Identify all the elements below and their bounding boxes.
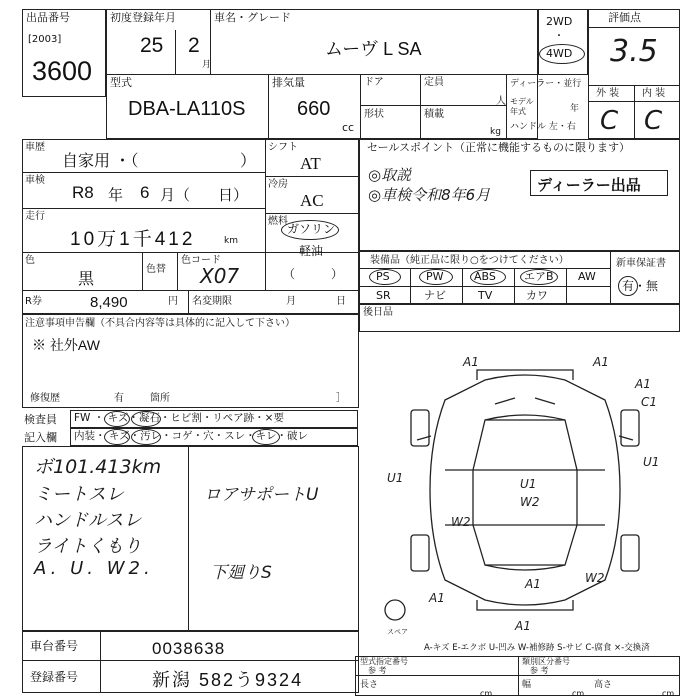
- dealer-line1: ディーラー・並行: [510, 79, 582, 89]
- cert-label1: 型式指定番号: [360, 657, 408, 666]
- mileage-unit: km: [224, 236, 238, 246]
- mark-rear-a1-1: A1: [525, 577, 541, 591]
- inspection-era: R8: [72, 183, 94, 202]
- repair-bracket: ］: [336, 393, 346, 404]
- recycle-value: 8,490: [90, 294, 128, 311]
- equip-sr: SR: [376, 289, 391, 302]
- equip-leather: カワ: [526, 289, 548, 302]
- title-deadline-day: 日: [336, 296, 346, 307]
- drive-4wd: 4WD: [546, 47, 573, 60]
- history-label: 車歴: [25, 142, 45, 153]
- reg-no-value: 新潟 582う9324: [152, 670, 304, 690]
- dealer-line3: 年式: [510, 107, 526, 116]
- displacement-unit: cc: [342, 121, 355, 134]
- equip-ps-circle: [369, 269, 401, 285]
- model-name-label: 車名・グレード: [214, 11, 291, 24]
- inspection-year-unit: 年: [108, 187, 124, 204]
- color-value: 黒: [78, 271, 95, 288]
- fuel-diesel: 軽油: [299, 244, 324, 258]
- lot-number: 3600: [32, 56, 93, 86]
- inspection-label: 車検: [25, 175, 45, 186]
- notes-value: ※ 社外AW: [32, 337, 100, 353]
- model-name-value: ムーヴ L SA: [325, 39, 422, 59]
- cert-length: 長さ: [360, 680, 379, 690]
- equip-abs: ABS: [474, 270, 496, 283]
- history-value: 自家用 ・（: [62, 153, 139, 170]
- remark-left-3: ハンドルスレ: [34, 510, 142, 531]
- recycle-unit: 円: [168, 296, 178, 307]
- inspection-day-unit: 日）: [218, 187, 249, 204]
- dealer-line4: ハンドル 左・右: [510, 122, 576, 132]
- ac-label: 冷房: [268, 179, 288, 190]
- fuel-gasoline: ガソリン: [287, 222, 336, 236]
- cert-width-unit: cm: [572, 689, 585, 698]
- drive-dot: ・: [554, 31, 564, 42]
- remark-left-5: A. U. W2.: [34, 558, 154, 579]
- inspection-month: 6: [140, 183, 150, 202]
- cert-ref1: 参 考: [368, 666, 387, 675]
- cert-label2: 類別区分番号: [522, 657, 570, 666]
- inspection-month-unit: 月（: [160, 187, 191, 204]
- cert-height-unit: cm: [662, 689, 675, 698]
- color-code-value: X07: [200, 264, 240, 288]
- displacement-value: 660: [297, 98, 331, 120]
- dealer-line3-unit: 年: [570, 104, 580, 114]
- dealer-line2: モデル: [510, 97, 534, 106]
- mark-front-left: A1: [463, 355, 479, 369]
- warranty-circle: [618, 276, 638, 296]
- displacement-label: 排気量: [272, 76, 305, 89]
- repair-label: 修復歴: [30, 393, 60, 404]
- car-no-label: 車台番号: [30, 639, 79, 653]
- mark-roof-w2: W2: [520, 495, 540, 509]
- warranty-value: 有・無: [622, 279, 659, 293]
- shift-label: シフト: [268, 142, 298, 153]
- recycle-label: R券: [25, 296, 42, 307]
- title-deadline-label: 名変期限: [192, 296, 232, 307]
- remark-left-2: ミートスレ: [34, 484, 124, 505]
- lot-sub: [2003]: [28, 34, 62, 45]
- mark-rear-a1-3: A1: [515, 619, 531, 633]
- after-items-label: 後日品: [363, 307, 393, 318]
- equip-navi: ナビ: [424, 289, 446, 302]
- equip-airbag: エアB: [524, 270, 554, 283]
- mark-left-door-w2: W2: [451, 515, 471, 529]
- title-deadline-month: 月: [286, 296, 296, 307]
- mark-rear-a1-2: A1: [429, 591, 445, 605]
- equip-pw: PW: [426, 270, 444, 283]
- first-reg-month-unit: 月: [202, 60, 212, 70]
- reg-no-label: 登録番号: [30, 670, 79, 684]
- mark-left-u1: U1: [387, 471, 404, 485]
- equip-aw: AW: [578, 270, 596, 283]
- car-damage-diagram: [365, 340, 685, 640]
- remark-left-1: ボ101.413km: [34, 456, 162, 478]
- equip-abs-circle: [470, 269, 506, 285]
- load-unit: kg: [490, 127, 501, 137]
- fuel-other: （ ）: [283, 267, 344, 281]
- writer-circle-kizu: [104, 429, 130, 445]
- score-interior: C: [644, 106, 663, 136]
- writer-circle-sure: [252, 429, 280, 445]
- type-value: DBA-LA110S: [128, 98, 246, 120]
- writer-label: 記入欄: [24, 431, 57, 444]
- score-value: 3.5: [610, 34, 658, 69]
- equip-airbag-circle: [520, 269, 558, 285]
- notes-label: 注意事項申告欄（不具合内容等は具体的に記入して下さい）: [25, 318, 295, 329]
- mark-right-u1: U1: [643, 455, 660, 469]
- fuel-label: 燃料: [268, 216, 288, 227]
- mark-right-a1: A1: [635, 377, 651, 391]
- history-close: ）: [240, 153, 257, 170]
- load-label: 積載: [424, 109, 444, 120]
- repair-place-label: 箇所: [150, 393, 170, 404]
- inspector-circle-kiseki: [131, 411, 161, 427]
- score-label: 評価点: [608, 11, 641, 24]
- equip-pw-circle: [419, 269, 453, 285]
- inspector-circle-kizu: [104, 411, 130, 427]
- score-interior-label: 内 装: [642, 88, 666, 99]
- writer-text: 内装・ キズ・汚レ・コゲ・穴・スレ・キレ・破レ: [74, 430, 309, 442]
- equip-tv: TV: [478, 289, 493, 302]
- shape-label: 形状: [364, 109, 384, 120]
- cert-height: 高さ: [594, 680, 613, 690]
- sales-point-line2: ◎車検令和8年6月: [368, 186, 491, 204]
- first-reg-month: 2: [188, 34, 200, 57]
- capacity-unit: 人: [496, 96, 506, 107]
- inspector-text: FW ・ キズ・凝石・ヒビ割・リペア跡・×要: [74, 412, 284, 424]
- score-exterior: C: [600, 106, 619, 136]
- sales-point-line1: ◎取説: [368, 166, 412, 184]
- remark-left-4: ライトくもり: [34, 536, 142, 557]
- type-label: 型式: [110, 76, 132, 89]
- repair-value: 有: [114, 393, 124, 404]
- mark-rear-right-w2: W2: [585, 571, 605, 585]
- drive-2wd: 2WD: [546, 15, 573, 28]
- cert-width: 幅: [522, 680, 532, 690]
- warranty-label: 新車保証書: [616, 258, 666, 269]
- color-label: 色: [25, 255, 35, 266]
- mark-front-right: A1: [593, 355, 609, 369]
- cert-length-unit: cm: [480, 689, 493, 698]
- writer-circle-yogore: [131, 429, 161, 445]
- spare-label: スペア: [387, 628, 408, 636]
- shift-value: AT: [300, 154, 321, 173]
- lot-label: 出品番号: [26, 11, 70, 24]
- remark-right-2: 下廻りS: [210, 563, 272, 583]
- doors-label: ドア: [364, 77, 384, 88]
- legend: A-キズ E-エクボ U-凹み W-補修跡 S-サビ C-腐食 ×-交換済: [424, 643, 650, 653]
- first-reg-year: 25: [140, 34, 164, 57]
- first-reg-label: 初度登録年月: [110, 11, 176, 24]
- score-exterior-label: 外 装: [596, 88, 620, 99]
- mileage-value: 10万1千412: [70, 229, 196, 250]
- equip-ps: PS: [376, 270, 390, 283]
- cert-ref2: 参 考: [530, 666, 549, 675]
- equipment-label: 装備品（純正品に限り○をつけてください）: [370, 255, 569, 266]
- mark-right-c1: C1: [641, 395, 658, 409]
- capacity-label: 定員: [424, 77, 444, 88]
- sales-point-label: セールスポイント（正常に機能するものに限ります）: [367, 141, 631, 154]
- mileage-label: 走行: [25, 211, 45, 222]
- dealer-stamp-text: ディーラー出品: [537, 177, 641, 194]
- color-change-label: 色替: [146, 264, 166, 275]
- remark-right-1: ロアサポートU: [204, 485, 319, 505]
- color-code-label: 色コード: [181, 255, 221, 266]
- ac-value: AC: [300, 191, 324, 210]
- mark-roof-u1: U1: [520, 477, 537, 491]
- inspector-label: 検査員: [24, 413, 57, 426]
- car-no-value: 0038638: [152, 639, 226, 658]
- after-items-box: [359, 304, 680, 332]
